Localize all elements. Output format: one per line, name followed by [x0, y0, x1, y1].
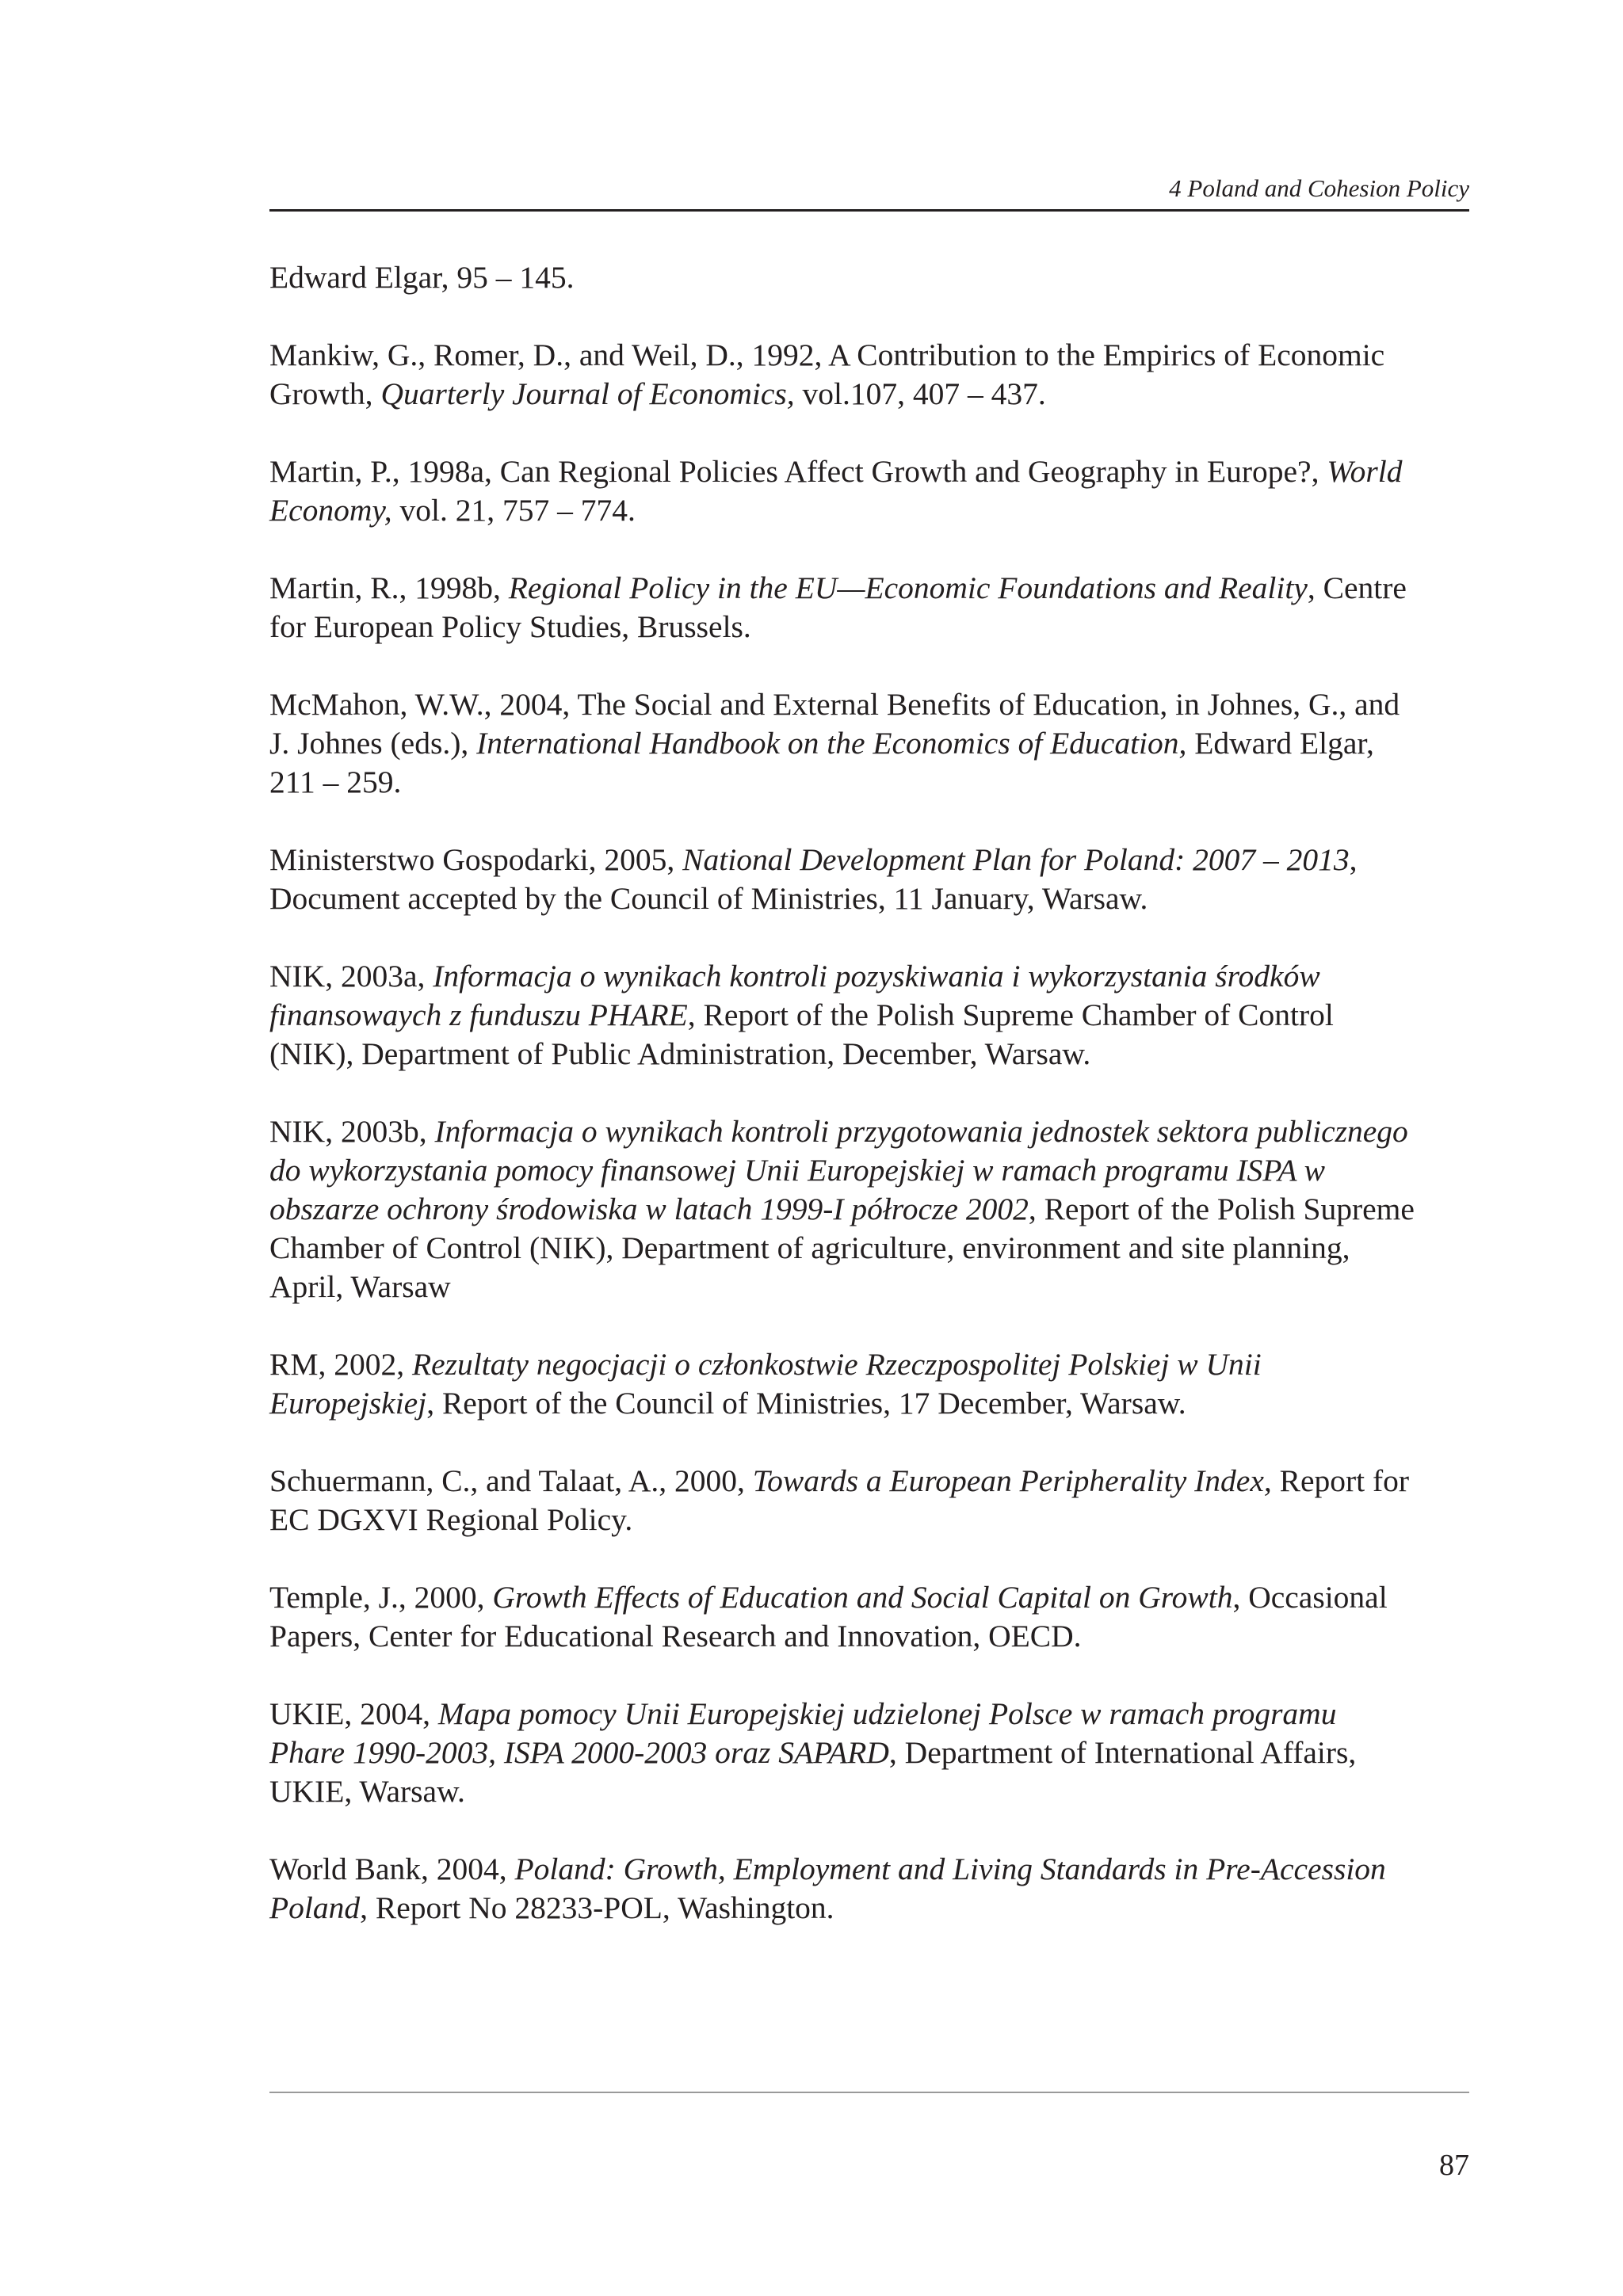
- reference-text-segment: Temple, J., 2000,: [269, 1580, 493, 1615]
- reference-text-segment: for European Policy Studies, Brussels.: [269, 609, 751, 644]
- reference-entry: [269, 1345, 1469, 1423]
- reference-text-segment: Edward Elgar, 95 – 145.: [269, 260, 575, 295]
- reference-title-segment: Informacja o wynikach kontroli pozyskiwania i wykorzystania środków: [433, 959, 1320, 994]
- reference-line: [269, 1151, 1469, 1190]
- reference-title-segment: Growth Effects of Education and Social Capital on Growth: [492, 1580, 1233, 1615]
- reference-text-segment: J. Johnes (eds.),: [269, 726, 477, 761]
- reference-line: [269, 1229, 1469, 1268]
- reference-text-segment: Report for: [1271, 1463, 1410, 1498]
- reference-line: [269, 841, 1469, 879]
- reference-text-segment: , Report of the Council of Ministries, 17 December, Warsaw.: [426, 1386, 1186, 1421]
- reference-title-segment: Phare 1990-2003, ISPA 2000-2003 oraz SAPARD: [269, 1735, 889, 1770]
- reference-entry: [269, 957, 1469, 1074]
- reference-entry: [269, 841, 1469, 918]
- reference-text-segment: Document accepted by the Council of Ministries, 11 January, Warsaw.: [269, 881, 1148, 916]
- reference-line: [269, 1345, 1469, 1384]
- reference-line: [269, 1190, 1469, 1229]
- reference-text-segment: Papers, Center for Educational Research and Innovation, OECD.: [269, 1619, 1082, 1653]
- reference-entry: [269, 1112, 1469, 1306]
- reference-text-segment: , Occasional: [1232, 1580, 1388, 1615]
- footer-rule: [269, 2092, 1469, 2093]
- reference-entry: [269, 1695, 1469, 1811]
- reference-text-segment: Mankiw, G., Romer, D., and Weil, D., 1992, A Contribution to the Empirics of Economic: [269, 338, 1385, 372]
- reference-text-segment: Schuermann, C., and Talaat, A., 2000,: [269, 1463, 753, 1498]
- reference-title-segment: Towards a European Peripherality Index,: [752, 1463, 1272, 1498]
- reference-title-segment: finansowaych z funduszu PHARE: [269, 997, 688, 1032]
- reference-text-segment: Martin, P., 1998a, Can Regional Policies Affect Growth and Geography in Europe?,: [269, 454, 1327, 489]
- reference-line: [269, 1695, 1469, 1733]
- reference-entry: [269, 336, 1469, 414]
- reference-title-segment: Rezultaty negocjacji o członkostwie Rzeczpospolitej Polskiej w Unii: [411, 1347, 1262, 1382]
- reference-title-segment: World: [1327, 454, 1403, 489]
- reference-entry: [269, 685, 1469, 802]
- reference-text-segment: Edward Elgar,: [1186, 726, 1374, 761]
- reference-text-segment: UKIE, Warsaw.: [269, 1774, 465, 1809]
- reference-title-segment: obszarze ochrony środowiska w latach 1999-I półrocze 2002: [269, 1192, 1029, 1226]
- reference-text-segment: ,: [1349, 842, 1358, 877]
- reference-line: [269, 1772, 1469, 1811]
- reference-text-segment: Growth,: [269, 376, 381, 411]
- reference-line: [269, 1617, 1469, 1656]
- reference-line: [269, 452, 1469, 491]
- reference-entry: [269, 1578, 1469, 1656]
- reference-title-segment: Quarterly Journal of Economics,: [380, 376, 795, 411]
- reference-line: [269, 1889, 1469, 1928]
- reference-title-segment: Poland: Growth, Employment and Living Standards in Pre-Accession: [514, 1852, 1386, 1886]
- reference-title-segment: International Handbook on the Economics of Education,: [476, 726, 1187, 761]
- header-rule: [269, 209, 1469, 212]
- reference-line: [269, 957, 1469, 996]
- reference-line: [269, 375, 1469, 414]
- reference-entry: [269, 1462, 1469, 1539]
- reference-text-segment: vol. 21, 757 – 774.: [391, 493, 636, 528]
- reference-line: [269, 491, 1469, 530]
- reference-title-segment: Economy,: [269, 493, 392, 528]
- reference-text-segment: NIK, 2003a,: [269, 959, 433, 994]
- reference-title-segment: Informacja o wynikach kontroli przygotowania jednostek sektora publicznego: [434, 1114, 1408, 1149]
- reference-text-segment: NIK, 2003b,: [269, 1114, 435, 1149]
- reference-text-segment: , Report of the Polish Supreme: [1028, 1192, 1415, 1226]
- reference-line: [269, 1850, 1469, 1889]
- reference-line: [269, 879, 1469, 918]
- reference-text-segment: vol.107, 407 – 437.: [794, 376, 1046, 411]
- reference-entry: [269, 258, 1469, 297]
- reference-line: [269, 1733, 1469, 1772]
- reference-title-segment: Regional Policy in the EU—Economic Foundations and Reality: [508, 570, 1308, 605]
- reference-text-segment: UKIE, 2004,: [269, 1696, 438, 1731]
- reference-line: [269, 1462, 1469, 1501]
- reference-text-segment: 211 – 259.: [269, 765, 402, 799]
- reference-text-segment: , Report of the Polish Supreme Chamber of Control: [687, 997, 1334, 1032]
- reference-entry: [269, 569, 1469, 646]
- reference-title-segment: Mapa pomocy Unii Europejskiej udzielonej Polsce w ramach programu: [437, 1696, 1337, 1731]
- reference-line: [269, 1384, 1469, 1423]
- reference-title-segment: National Development Plan for Poland: 2007 – 2013: [682, 842, 1350, 877]
- reference-text-segment: April, Warsaw: [269, 1269, 451, 1304]
- reference-text-segment: EC DGXVI Regional Policy.: [269, 1502, 633, 1537]
- reference-text-segment: Martin, R., 1998b,: [269, 570, 509, 605]
- reference-text-segment: , Centre: [1307, 570, 1407, 605]
- reference-line: [269, 1112, 1469, 1151]
- reference-text-segment: , Department of International Affairs,: [888, 1735, 1357, 1770]
- reference-line: [269, 1035, 1469, 1074]
- reference-text-segment: McMahon, W.W., 2004, The Social and External Benefits of Education, in Johnes, G., and: [269, 687, 1400, 722]
- reference-entry: [269, 452, 1469, 530]
- reference-line: [269, 996, 1469, 1035]
- reference-line: [269, 258, 1469, 297]
- reference-line: [269, 1501, 1469, 1539]
- reference-text-segment: , Report No 28233-POL, Washington.: [360, 1890, 834, 1925]
- reference-text-segment: RM, 2002,: [269, 1347, 412, 1382]
- reference-list: [269, 258, 1469, 1966]
- reference-title-segment: do wykorzystania pomocy finansowej Unii Europejskiej w ramach programu ISPA w: [269, 1153, 1325, 1188]
- reference-line: [269, 685, 1469, 724]
- reference-title-segment: Europejskiej: [269, 1386, 427, 1421]
- reference-text-segment: World Bank, 2004,: [269, 1852, 515, 1886]
- reference-line: [269, 569, 1469, 608]
- reference-line: [269, 724, 1469, 763]
- page-number: 87: [1439, 2149, 1469, 2182]
- reference-text-segment: Chamber of Control (NIK), Department of agriculture, environment and site planning,: [269, 1230, 1350, 1265]
- reference-line: [269, 1268, 1469, 1306]
- reference-line: [269, 1578, 1469, 1617]
- reference-title-segment: Poland: [269, 1890, 361, 1925]
- reference-text-segment: Ministerstwo Gospodarki, 2005,: [269, 842, 683, 877]
- running-head: 4 Poland and Cohesion Policy: [1169, 174, 1469, 202]
- reference-line: [269, 763, 1469, 802]
- reference-entry: [269, 1850, 1469, 1928]
- reference-line: [269, 336, 1469, 375]
- reference-line: [269, 608, 1469, 646]
- reference-text-segment: (NIK), Department of Public Administration, December, Warsaw.: [269, 1036, 1091, 1071]
